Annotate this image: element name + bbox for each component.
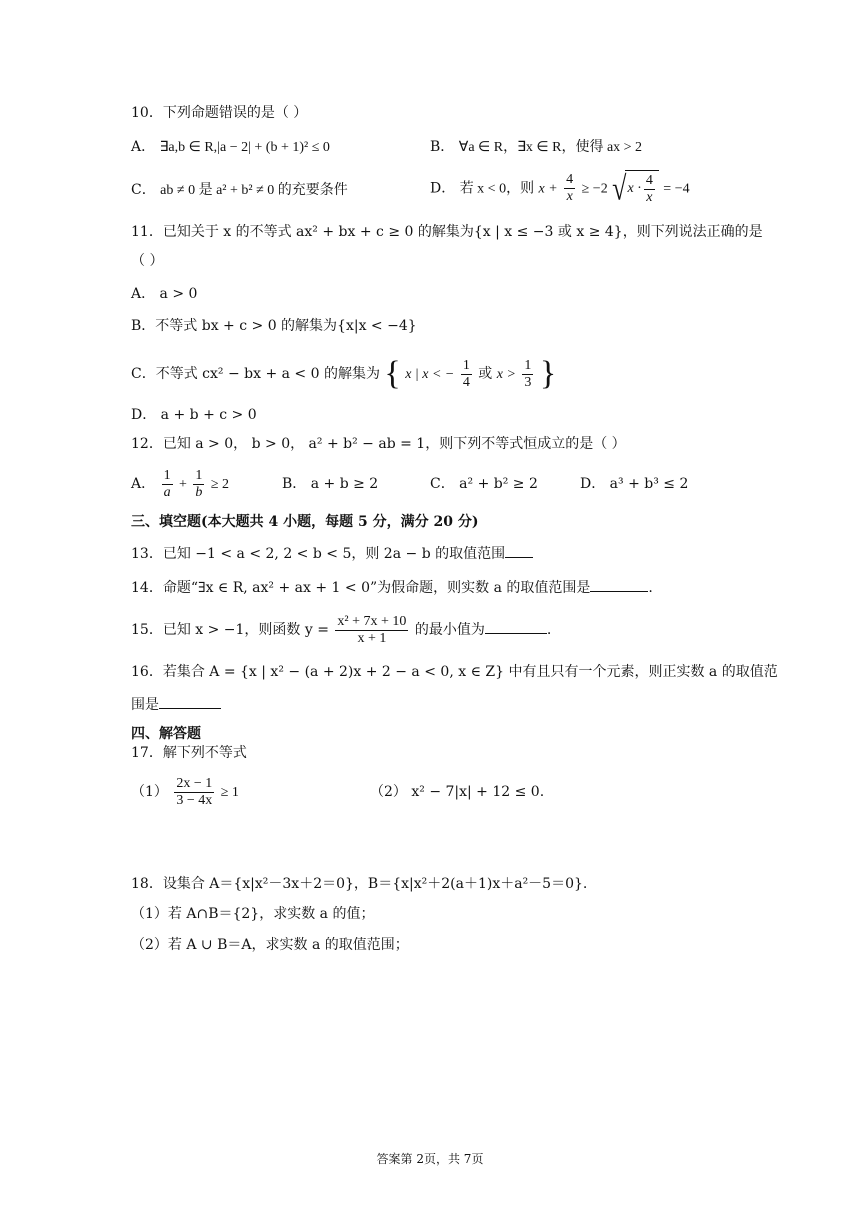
q18-part-2: （2）若 A ∪ B＝A，求实数 a 的取值范围； [131,937,409,953]
q12-stem: 12．已知 a > 0， b > 0， a² + b² − ab = 1，则下列不等式恒成立的是（ ） [131,436,626,452]
q13 [131,543,533,564]
q10-d-geq: ≥ −2 [581,181,608,197]
q11-c-or: 或 [478,366,493,382]
q10-option-c [131,180,348,201]
q10-c-expr: ab ≠ 0 是 a² + b² ≠ 0 的充要条件 [160,183,348,198]
q11-option-d: D． a + b + c > 0 [131,407,257,423]
q12-a-frac1: $\frac{1}{a}$ [163,467,171,500]
q10-d-x: x + [538,181,558,197]
q17-p1-label: （1） [131,784,168,800]
q11-paren: （ ） [131,253,164,269]
q14-blank[interactable] [590,577,648,592]
section-4-heading: 四、解答题 [131,726,201,742]
q12-a-tail: ≥ 2 [210,477,230,492]
q14: 14．命题“∃x ∈ R, ax² + ax + 1 < 0”为假命题，则实数 a 的取值范围是 . [131,577,653,598]
q11-option-b: B．不等式 bx + c > 0 的解集为{x|x < −4} [131,318,417,334]
q10-d-tail: = −4 [663,181,690,197]
q15-prefix: 15．已知 x > −1，则函数 y = [131,622,329,638]
q15-blank[interactable] [485,619,547,634]
q16-blank[interactable] [159,694,221,709]
q11-stem: 11．已知关于 x 的不等式 ax² + bx + c ≥ 0 的解集为{x | x ≤ −3 或 x ≥ 4}，则下列说法正确的是 [131,224,763,240]
q11-c-set: x | x < − [405,367,455,382]
q10-d-label: D． [430,180,456,197]
q10-option-b [430,137,642,158]
q11-c-prefix: C．不等式 cx² − bx + a < 0 的解集为 [131,366,380,382]
q12-option-a: A． $\frac{1}{a}$ + $\frac{1}{b}$ ≥ 2 [131,467,230,500]
q15-frac: $\frac{\text{x² + 7x + 10}}{x + 1}$ [337,613,407,646]
q10-b-label: B． [430,139,455,155]
q13-text: 13．已知 −1 < a < 2, 2 < b < 5，则 2a − b 的取值范围 [131,546,506,562]
q10-d-frac: $\frac{4}{x}$ [566,172,574,204]
q17-p1-tail: ≥ 1 [220,785,239,800]
q17-part-1 [131,772,239,813]
q10-d-prefix: 若 x < 0，则 [459,181,535,197]
q10-c-label: C． [131,182,156,198]
q11-c-brace-right: } [539,355,557,392]
q17-stem: 17．解下列不等式 [131,745,247,761]
q14-text: 14．命题“∃x ∈ R, ax² + ax + 1 < 0”为假命题，则实数 a 的取值范围是 [131,580,591,596]
q11-c-frac2: $\frac{1}{3}$ [524,357,532,390]
q12-a-frac2: $\frac{1}{b}$ [195,467,203,500]
q17-p1-frac: $\frac{2x - 1}{3 - 4x}$ [176,775,213,808]
q10-a-label: A． [131,139,156,155]
q10-d-sqrt: √ x · $\frac{4}{x}$ [612,170,659,207]
q16-line2 [131,694,221,715]
q10-option-d [430,170,690,208]
q18-stem: 18．设集合 A＝{x|x²－3x＋2＝0}，B＝{x|x²＋2(a＋1)x＋a²－5＝0}. [131,876,588,892]
q12-option-d: D． a³ + b³ ≤ 2 [580,476,689,492]
q10-b-expr: ∀a ∈ R，∃x ∈ R，使得 ax > 2 [458,140,643,155]
q11-option-a: A． a > 0 [131,286,198,302]
page-footer: 答案第 2页，共 7页 [376,1152,484,1166]
q17-part-2: （2） x² − 7|x| + 12 ≤ 0. [370,784,545,800]
q15: 15．已知 x > −1，则函数 y = $\frac{\text{x² + 7x + 10}}{x + 1}$ 的最小值为 . [131,613,552,646]
q18-part-1: （1）若 A∩B＝{2}，求实数 a 的值； [131,906,375,922]
q11-c-x: x > [496,367,516,382]
q10-option-a [131,137,330,158]
q12-option-b: B． a + b ≥ 2 [282,476,379,492]
q10-stem: 10．下列命题错误的是（ ） [131,105,308,121]
q11-c-frac1: $\frac{1}{4}$ [462,357,470,390]
q11-option-c [131,354,556,395]
q16-line1: 16．若集合 A = {x | x² − (a + 2)x + 2 − a < 0, x ∈ Z} 中有且只有一个元素，则正实数 a 的取值范 [131,664,778,680]
q15-suffix: 的最小值为 [414,622,485,638]
q12-option-c: C． a² + b² ≥ 2 [430,476,538,492]
q16-line2-text: 围是 [131,697,159,713]
q12-a-label: A． [131,476,156,492]
q10-a-expr: ∃a,b ∈ R,|a − 2| + (b + 1)² ≤ 0 [159,140,330,155]
q13-blank[interactable] [505,543,533,558]
q11-c-brace-left: { [384,355,401,392]
section-3-heading: 三、填空题(本大题共 4 小题，每题 5 分，满分 20 分) [131,514,479,530]
